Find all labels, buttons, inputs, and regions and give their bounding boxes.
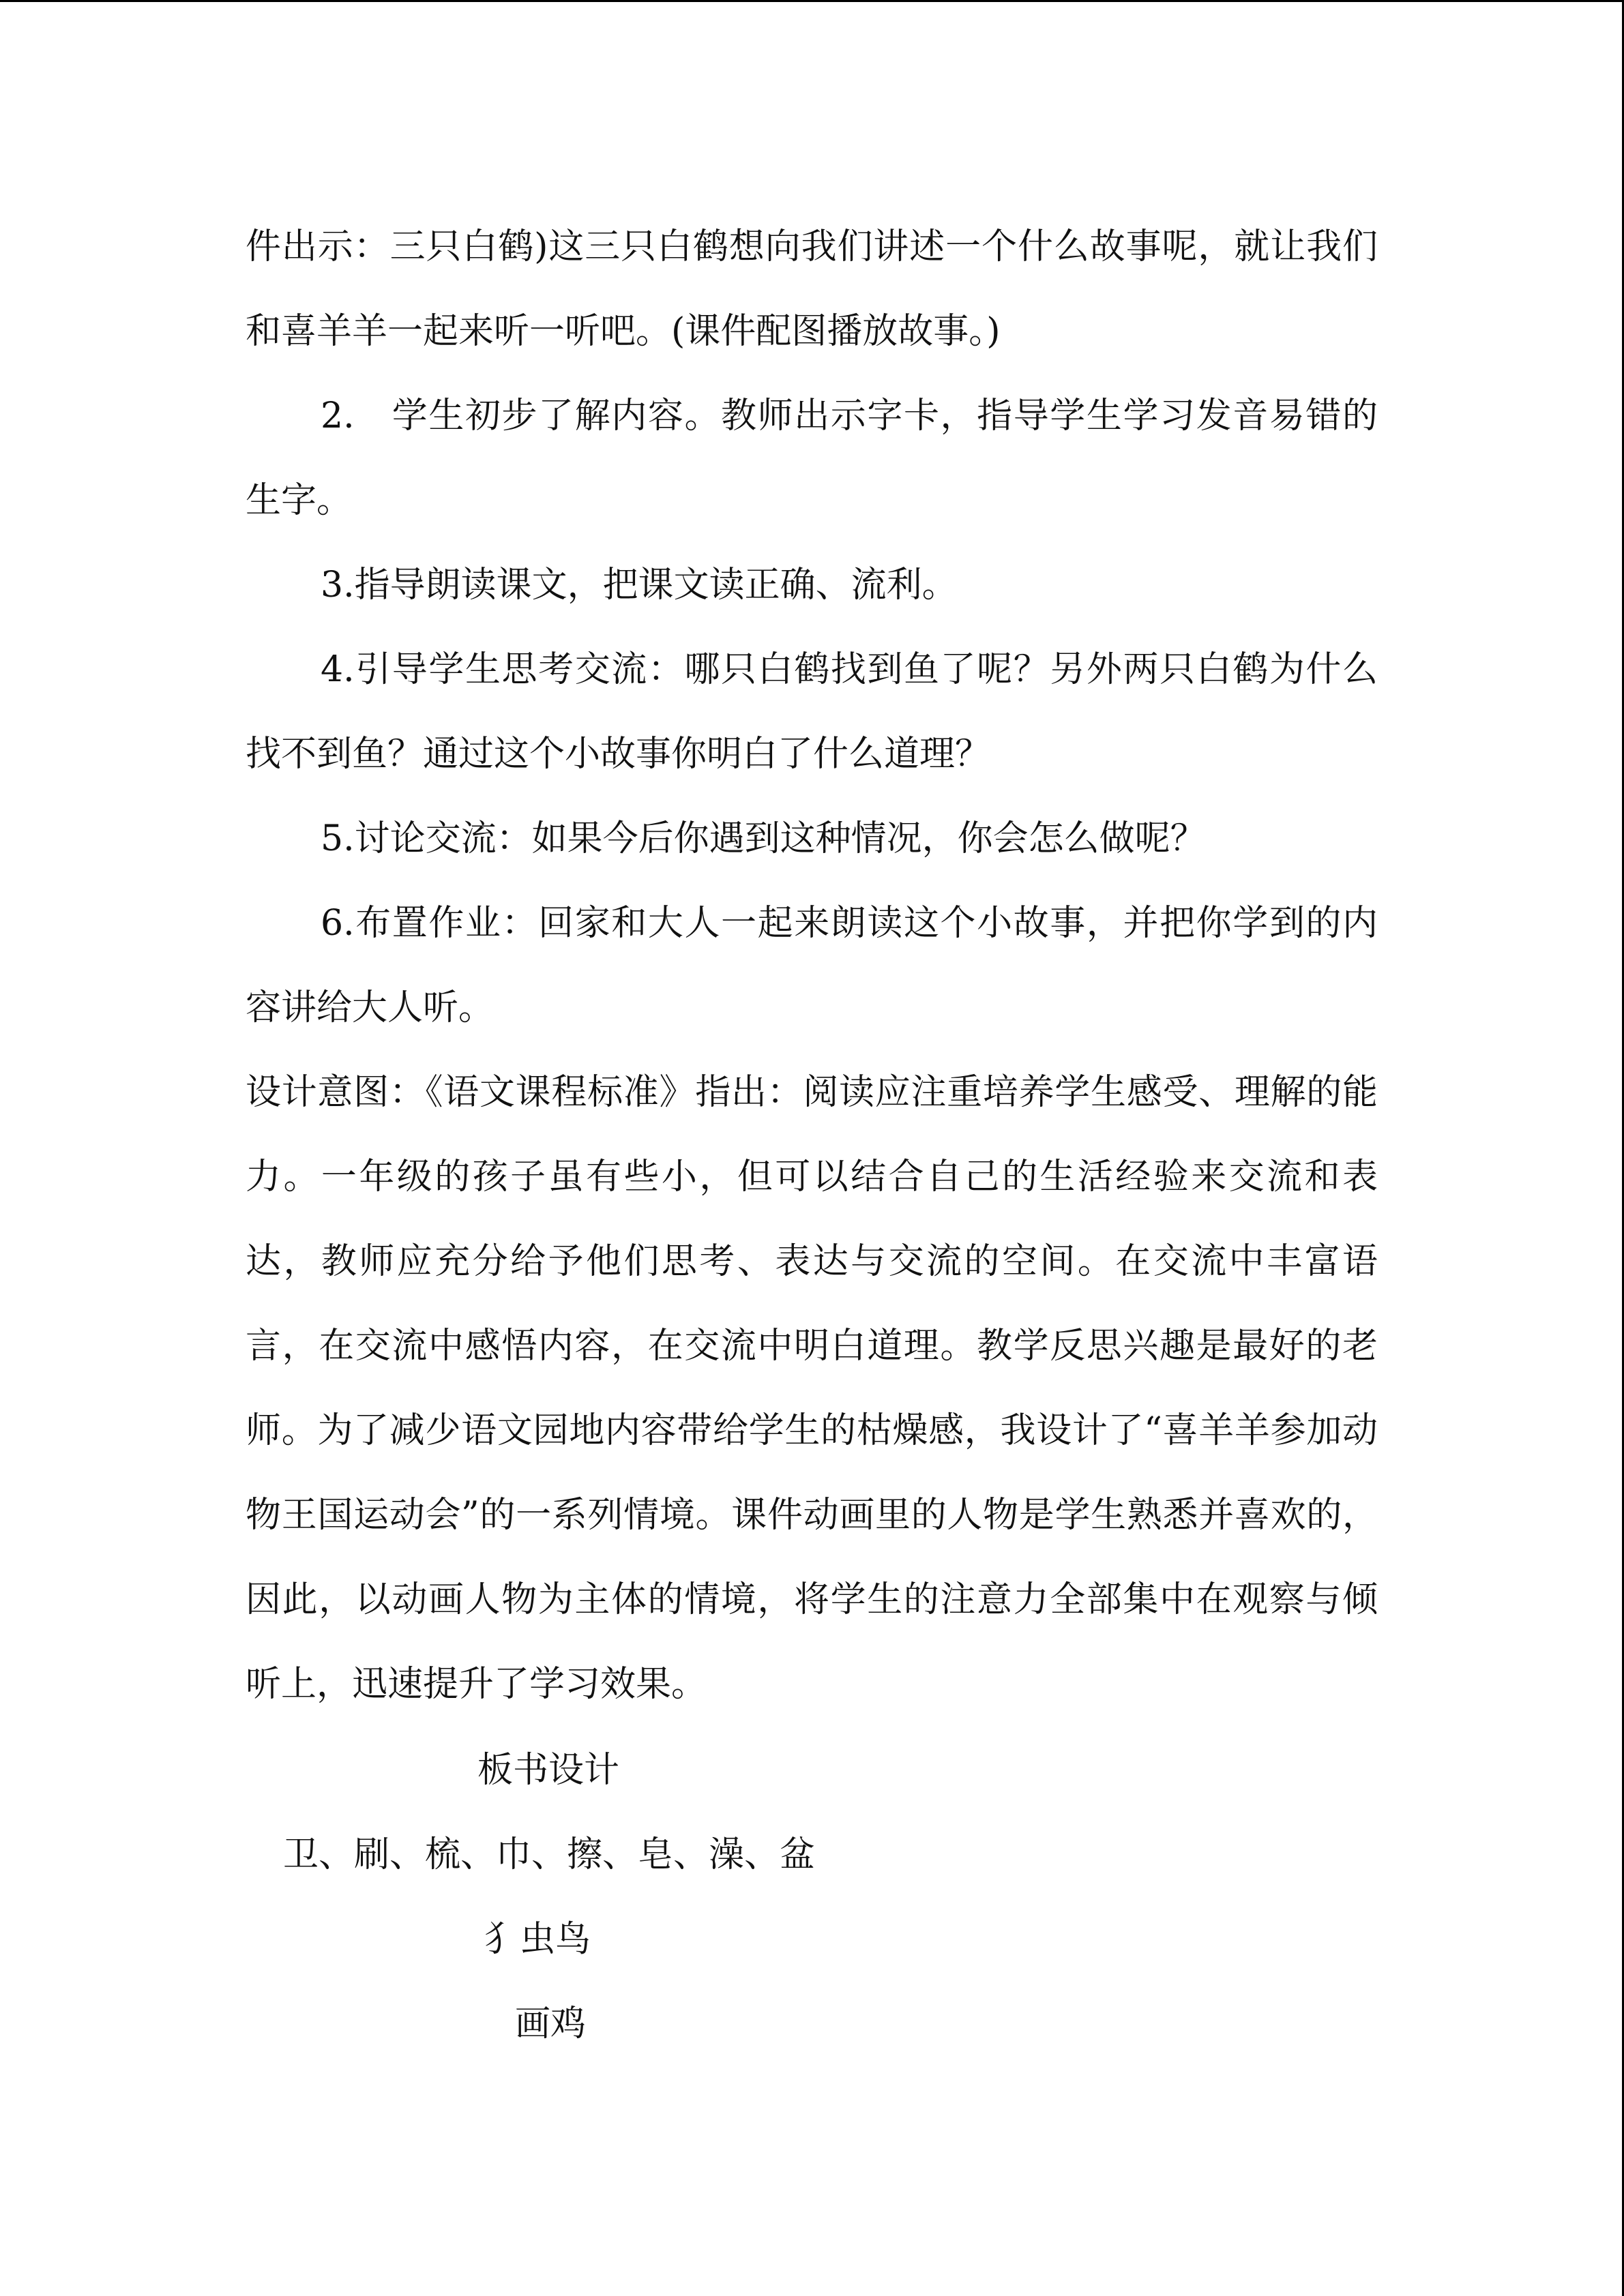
paragraph-step-4: 4.引导学生思考交流：哪只白鹤找到鱼了呢？另外两只白鹤为什么找不到鱼？通过这个小故事你明白了什么道理？ [246,649,1378,775]
document-body [246,205,1378,1727]
paragraph-design-intent: 设计意图：《语文课程标准》指出：阅读应注重培养学生感受、理解的能力。一年级的孩子虽有些小，但可以结合自己的生活经验来交流和表达，教师应充分给予他们思考、表达与交流的空间。在交流中丰富语言，在交流中感悟内容，在交流中明白道理。教学反思兴趣是最好的老师。为了减少语文园地内容带给学生的枯燥感，我设计了“喜羊羊参加动物王国运动会”的一系列情境。课件动画里的人物是学生熟悉并喜欢的，因此，以动画人物为主体的情境，将学生的注意力全部集中在观察与倾听上，迅速提升了学习效果。 [246,1072,1378,1705]
board-lesson-title: 画鸡 [515,2003,587,2044]
board-radicals: 犭虫鸟 [484,1919,591,1960]
board-characters: 卫、刷、梳、巾、擦、皂、澡、盆 [283,1834,816,1875]
paragraph-step-5: 5.讨论交流：如果今后你遇到这种情况，你会怎么做呢？ [321,818,1206,859]
paragraph-step-3: 3.指导朗读课文，把课文读正确、流利。 [321,565,958,606]
paragraph-step-2: 2. 学生初步了解内容。教师出示字卡，指导学生学习发音易错的生字。 [246,396,1378,521]
board-design-title: 板书设计 [477,1750,620,1791]
paragraph-step-6: 6.布置作业：回家和大人一起来朗读这个小故事，并把你学到的内容讲给大人听。 [246,903,1378,1028]
paragraph-story-intro: 件出示：三只白鹤)这三只白鹤想向我们讲述一个什么故事呢，就让我们和喜羊羊一起来听一听吧。(课件配图播放故事。) [246,226,1378,352]
